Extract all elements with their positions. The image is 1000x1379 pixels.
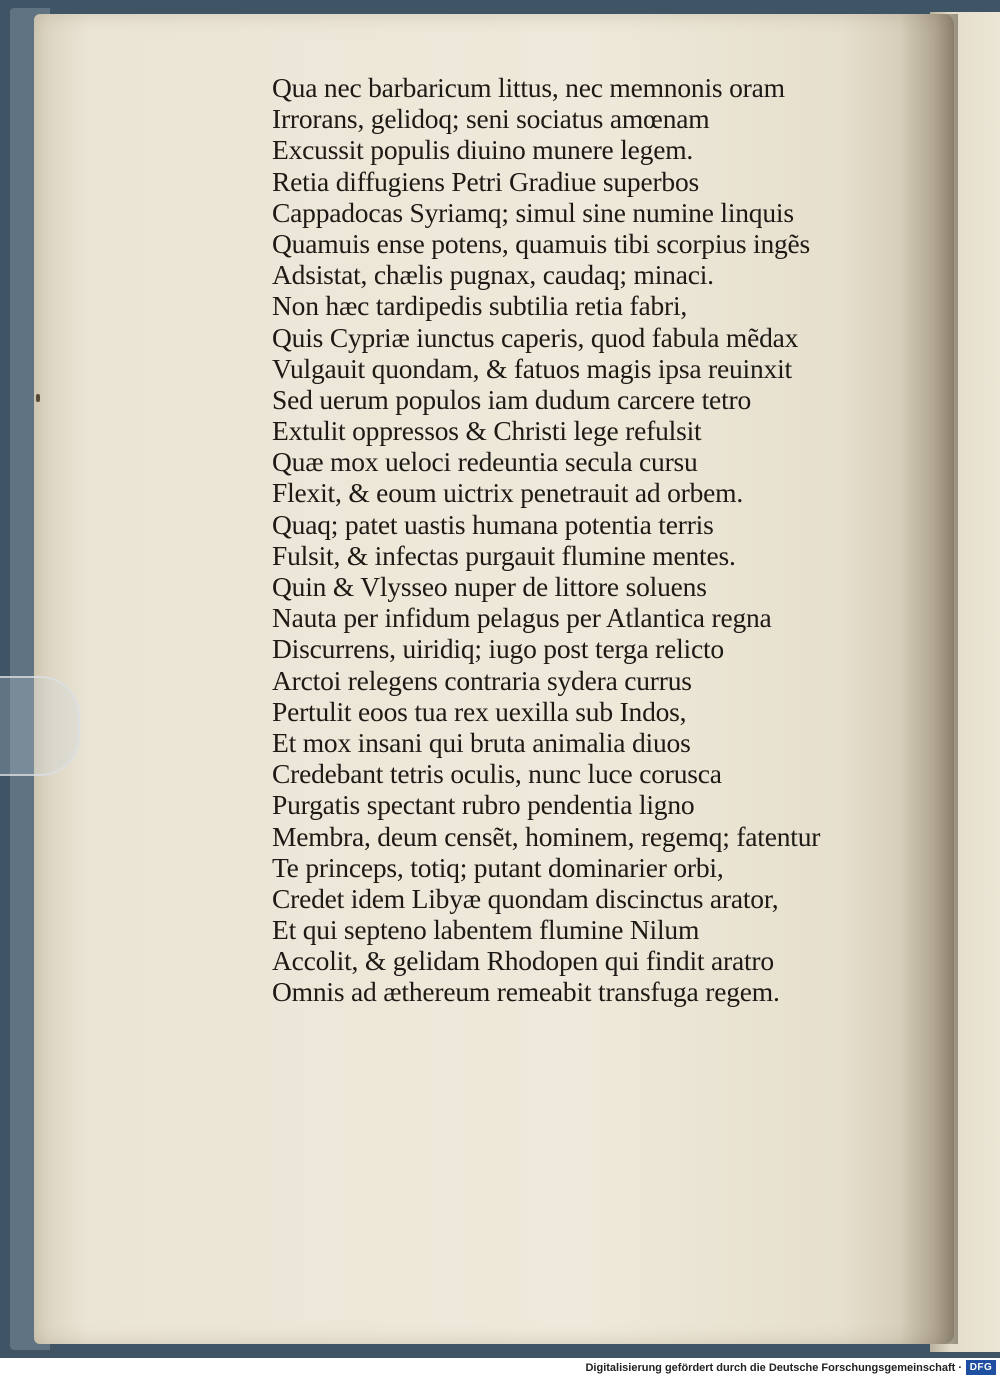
text-line: Adsistat, chælis pugnax, caudaq; minaci. bbox=[272, 259, 714, 291]
dfg-credit-text: Digitalisierung gefördert durch die Deutsche Forschungsgemeinschaft · bbox=[585, 1362, 962, 1374]
text-line: Pertulit eoos tua rex uexilla sub Indos, bbox=[272, 695, 687, 727]
text-line: Omnis ad æthereum remeabit transfuga regem. bbox=[272, 976, 780, 1008]
text-line: Vulgauit quondam, & fatuos magis ipsa reuinxit bbox=[272, 352, 792, 384]
text-line: Te princeps, totiq; putant dominarier orbi, bbox=[272, 851, 724, 883]
text-line: Quamuis ense potens, quamuis tibi scorpius ingẽs bbox=[272, 227, 811, 259]
text-line: Quin & Vlysseo nuper de littore soluens bbox=[272, 571, 707, 602]
text-line: Flexit, & eoum uictrix penetrauit ad orbem. bbox=[272, 477, 743, 509]
text-line: Et qui septeno labentem flumine Nilum bbox=[272, 914, 700, 946]
footer-bar bbox=[0, 1358, 1000, 1379]
text-line: Sed uerum populos iam dudum carcere tetro bbox=[272, 383, 752, 415]
text-line: Discurrens, uiridiq; iugo post terga relicto bbox=[272, 633, 724, 665]
text-line: Extulit oppressos & Christi lege refulsit bbox=[272, 415, 702, 447]
text-line: Cappadocas Syriamq; simul sine numine linquis bbox=[272, 196, 794, 228]
text-line: Irrorans, gelidoq; seni sociatus amœnam bbox=[272, 103, 710, 135]
text-line: Quaq; patet uastis humana potentia terris bbox=[272, 508, 714, 540]
text-line: Nauta per infidum pelagus per Atlantica regna bbox=[272, 602, 772, 634]
page-clip bbox=[0, 676, 80, 776]
text-line: Qua nec barbaricum littus, nec memnonis oram bbox=[272, 72, 785, 103]
poem-text bbox=[272, 72, 912, 1008]
text-line: Retia diffugiens Petri Gradiue superbos bbox=[272, 165, 700, 197]
text-line: Membra, deum censẽt, hominem, regemq; fatentur bbox=[272, 820, 821, 852]
text-line: Fulsit, & infectas purgauit flumine mentes. bbox=[272, 539, 736, 571]
text-line: Accolit, & gelidam Rhodopen qui findit aratro bbox=[272, 945, 774, 977]
text-line: Excussit populis diuino munere legem. bbox=[272, 134, 694, 166]
dfg-logo-icon: DFG bbox=[966, 1360, 996, 1375]
text-line: Non hæc tardipedis subtilia retia fabri, bbox=[272, 290, 688, 322]
text-line: Quæ mox ueloci redeuntia secula cursu bbox=[272, 446, 698, 478]
text-line: Et mox insani qui bruta animalia diuos bbox=[272, 726, 691, 758]
text-line: Credet idem Libyæ quondam discinctus arator, bbox=[272, 882, 779, 914]
text-line: Purgatis spectant rubro pendentia ligno bbox=[272, 789, 695, 821]
text-line: Credebant tetris oculis, nunc luce corusca bbox=[272, 758, 722, 790]
text-line: Arctoi relegens contraria sydera currus bbox=[272, 664, 692, 696]
margin-mark bbox=[36, 394, 40, 402]
text-line: Quis Cypriæ iunctus caperis, quod fabula mẽdax bbox=[272, 321, 799, 353]
